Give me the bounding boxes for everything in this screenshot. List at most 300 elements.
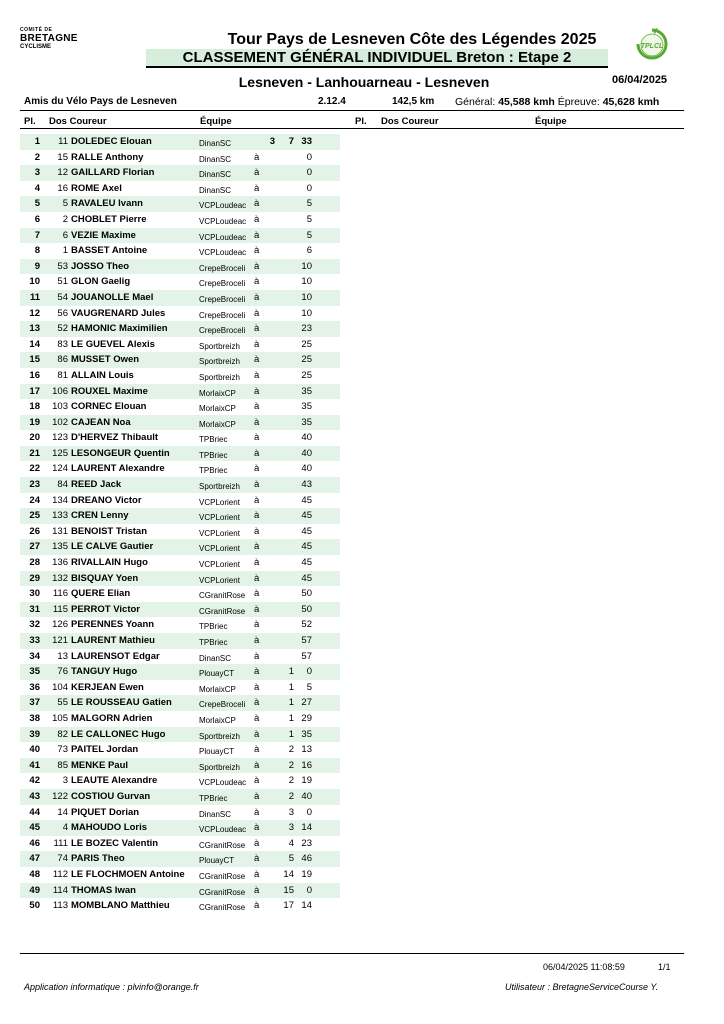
team-name: CrepeBroceli	[199, 326, 246, 336]
col-header-equipe: Équipe	[200, 116, 232, 127]
bib-number: 2	[62, 213, 68, 225]
placing: 20	[29, 432, 40, 444]
bib-number: 113	[52, 900, 68, 912]
bib-number: 116	[52, 588, 68, 600]
rider-name: PERENNES Yoann	[71, 619, 155, 631]
time-seconds: 25	[301, 369, 312, 381]
rider-name: LESONGEUR Quentin	[71, 447, 170, 459]
bib-number: 105	[52, 712, 68, 724]
time-prefix: à	[254, 744, 260, 756]
col-header-pl: Pl.	[24, 116, 36, 127]
team-name: Sportbreizh	[199, 341, 240, 351]
time-minutes: 4	[288, 837, 294, 849]
table-row	[20, 461, 340, 477]
placing: 38	[29, 712, 40, 724]
table-row	[20, 243, 340, 259]
time-prefix: à	[254, 307, 260, 319]
table-row	[20, 758, 340, 774]
rider-name: RAVALEU Ivann	[71, 198, 143, 210]
time-prefix: à	[254, 525, 260, 537]
bib-number: 115	[52, 603, 68, 615]
team-name: TPBriec	[199, 450, 228, 460]
race-logo-text: TPLCL	[640, 43, 664, 50]
team-name: VCPLoudeac	[199, 248, 247, 258]
time-seconds: 57	[301, 635, 312, 646]
rider-name: LE GUEVEL Alexis	[71, 338, 155, 350]
placing: 44	[29, 806, 40, 818]
team-name: DinanSC	[199, 154, 232, 164]
rider-name: THOMAS Iwan	[71, 884, 136, 896]
placing: 45	[29, 822, 40, 834]
table-row	[20, 539, 340, 555]
table-row	[20, 524, 340, 540]
time-prefix: à	[254, 213, 260, 225]
general-speed-label: Général:	[455, 96, 496, 108]
time-prefix: à	[254, 541, 260, 553]
rider-name: ROME Axel	[71, 182, 122, 194]
page-title: Tour Pays de Lesneven Côte des Légendes 2025	[227, 31, 597, 48]
logo-line-3: CYCLISME	[20, 44, 52, 50]
time-prefix: à	[254, 338, 260, 350]
bib-number: 103	[52, 401, 68, 413]
rider-name: TANGUY Hugo	[71, 666, 138, 678]
general-speed-value: 45,588 kmh	[498, 96, 555, 108]
time-seconds: 45	[301, 510, 312, 522]
time-prefix: à	[254, 463, 260, 475]
time-seconds: 19	[301, 775, 312, 787]
table-row	[20, 181, 340, 197]
placing: 15	[29, 354, 40, 366]
rider-name: LAURENT Alexandre	[71, 463, 165, 475]
placing: 1	[34, 136, 40, 147]
placing: 42	[29, 775, 40, 787]
team-name: TPBriec	[199, 622, 228, 632]
time-seconds: 13	[301, 744, 312, 756]
time-seconds: 16	[301, 759, 312, 771]
bib-number: 74	[57, 853, 68, 865]
placing: 30	[29, 588, 40, 600]
stage-speed-label: Épreuve:	[557, 96, 600, 108]
page-number: 1/1	[658, 962, 671, 972]
table-row	[20, 134, 340, 150]
time-prefix: à	[254, 837, 260, 849]
time-minutes: 5	[288, 853, 294, 865]
rider-name: MUSSET Owen	[71, 354, 140, 366]
team-name: CGranitRose	[199, 887, 246, 897]
stage-speed-value: 45,628 kmh	[602, 96, 660, 108]
time-prefix: à	[254, 401, 260, 413]
team-name: CrepeBroceli	[199, 310, 246, 320]
time-seconds: 50	[301, 603, 312, 615]
rider-name: LAURENSOT Edgar	[71, 650, 160, 662]
print-timestamp: 06/04/2025 11:08:59	[543, 962, 625, 972]
col-header-dos-coureur-2: Dos Coureur	[381, 116, 439, 127]
table-row	[20, 352, 340, 368]
rider-name: ROUXEL Maxime	[71, 385, 148, 397]
time-seconds: 10	[301, 276, 312, 288]
time-seconds: 5	[306, 198, 312, 210]
bib-number: 55	[57, 697, 68, 709]
bib-number: 124	[52, 463, 68, 475]
placing: 12	[29, 307, 40, 319]
table-row	[20, 602, 340, 618]
page-subtitle: CLASSEMENT GÉNÉRAL INDIVIDUEL Breton : Etape 2	[182, 49, 572, 66]
time-seconds: 10	[301, 307, 312, 319]
time-seconds: 35	[301, 385, 312, 397]
team-name: VCPLoudeac	[199, 232, 247, 242]
rider-name: ALLAIN Louis	[71, 369, 134, 381]
rider-name: PERROT Victor	[71, 603, 140, 615]
placing: 37	[29, 697, 40, 709]
team-name: CrepeBroceli	[199, 263, 246, 273]
placing: 36	[29, 681, 40, 693]
table-row	[20, 337, 340, 353]
time-minutes: 2	[288, 744, 294, 756]
bib-number: 11	[58, 136, 68, 147]
bib-number: 1	[62, 245, 68, 257]
placing: 32	[29, 619, 40, 631]
table-row	[20, 150, 340, 166]
rider-name: QUERE Elian	[71, 588, 131, 600]
rider-name: CREN Lenny	[71, 510, 129, 522]
bib-number: 3	[62, 775, 68, 787]
placing: 11	[29, 291, 40, 303]
time-prefix: à	[254, 697, 260, 709]
time-seconds: 0	[306, 806, 312, 818]
time-seconds: 25	[301, 354, 312, 366]
table-row	[20, 228, 340, 244]
table-row	[20, 633, 340, 649]
team-name: Sportbreizh	[199, 372, 240, 382]
bib-number: 83	[57, 338, 68, 350]
time-seconds: 23	[301, 837, 312, 849]
rider-name: JOSSO Theo	[71, 260, 130, 272]
time-seconds: 45	[301, 572, 312, 584]
time-prefix: à	[254, 557, 260, 569]
rider-name: MAHOUDO Loris	[71, 822, 147, 834]
rider-name: GAILLARD Florian	[71, 167, 155, 179]
table-row	[20, 649, 340, 665]
time-seconds: 0	[306, 884, 312, 896]
time-seconds: 14	[301, 900, 312, 912]
bib-number: 104	[52, 681, 68, 693]
table-row	[20, 259, 340, 275]
time-seconds: 0	[306, 666, 312, 678]
time-prefix: à	[254, 151, 260, 163]
rider-name: RALLE Anthony	[71, 151, 144, 163]
team-name: VCPLorient	[199, 497, 240, 507]
time-seconds: 19	[301, 868, 312, 880]
time-minutes: 2	[288, 790, 294, 802]
time-prefix: à	[254, 822, 260, 834]
placing: 17	[29, 385, 40, 397]
placing: 19	[29, 416, 40, 428]
time-prefix: à	[254, 619, 260, 631]
team-name: Sportbreizh	[199, 357, 240, 367]
placing: 39	[29, 728, 40, 740]
time-prefix: à	[254, 853, 260, 865]
placing: 27	[29, 541, 40, 553]
time-seconds: 50	[301, 588, 312, 600]
bib-number: 132	[52, 572, 68, 584]
table-row	[20, 789, 340, 805]
time-seconds: 52	[301, 619, 312, 631]
team-name: TPBriec	[199, 466, 228, 476]
team-name: MorlaixCP	[199, 404, 236, 414]
team-name: PlouayCT	[199, 747, 235, 757]
time-prefix: à	[254, 447, 260, 459]
rider-name: RIVALLAIN Hugo	[71, 557, 148, 569]
team-name: CGranitRose	[199, 606, 246, 616]
time-seconds: 25	[301, 338, 312, 350]
bib-number: 114	[52, 884, 68, 896]
table-row	[20, 773, 340, 789]
table-row	[20, 727, 340, 743]
time-prefix: à	[254, 182, 260, 194]
placing: 10	[29, 276, 40, 288]
time-prefix: à	[254, 276, 260, 288]
placing: 41	[29, 759, 40, 771]
table-row	[20, 664, 340, 680]
bib-number: 126	[52, 619, 68, 631]
team-name: VCPLorient	[199, 513, 240, 523]
team-name: DinanSC	[199, 809, 232, 819]
table-row	[20, 446, 340, 462]
time-seconds: 45	[301, 525, 312, 537]
header-divider-2	[20, 128, 684, 129]
bib-number: 86	[57, 354, 68, 366]
team-name: VCPLoudeac	[199, 201, 247, 211]
rider-name: DOLEDEC Elouan	[71, 136, 152, 147]
team-name: VCPLorient	[199, 575, 240, 585]
bib-number: 56	[57, 307, 68, 319]
bib-number: 121	[52, 635, 68, 646]
table-row	[20, 851, 340, 867]
team-name: DinanSC	[199, 139, 232, 148]
bib-number: 131	[52, 525, 68, 537]
placing: 31	[29, 603, 40, 615]
race-date: 06/04/2025	[612, 74, 668, 86]
time-seconds: 40	[301, 432, 312, 444]
table-row	[20, 212, 340, 228]
team-name: DinanSC	[199, 653, 232, 663]
rider-name: LE BOZEC Valentin	[71, 837, 159, 849]
placing: 6	[34, 213, 40, 225]
time-prefix: à	[254, 759, 260, 771]
team-name: CrepeBroceli	[199, 700, 246, 710]
time-prefix: à	[254, 245, 260, 257]
time-seconds: 6	[306, 245, 312, 257]
time-seconds: 5	[306, 213, 312, 225]
placing: 18	[29, 401, 40, 413]
placing: 26	[29, 525, 40, 537]
placing: 14	[29, 338, 40, 350]
time-seconds: 43	[301, 479, 312, 491]
rider-name: BENOIST Tristan	[71, 525, 148, 537]
time-minutes: 2	[288, 759, 294, 771]
time-prefix: à	[254, 432, 260, 444]
table-row	[20, 165, 340, 181]
rider-name: LE CALLONEC Hugo	[71, 728, 166, 740]
time-prefix: à	[254, 681, 260, 693]
bib-number: 112	[52, 868, 68, 880]
table-row	[20, 290, 340, 306]
time-prefix: à	[254, 900, 260, 912]
rider-name: HAMONIC Maximilien	[71, 323, 168, 335]
placing: 50	[29, 900, 40, 912]
bib-number: 125	[52, 447, 68, 459]
team-name: VCPLoudeac	[199, 825, 247, 835]
table-row	[20, 898, 340, 914]
results-table	[20, 134, 340, 914]
table-row	[20, 415, 340, 431]
time-prefix: à	[254, 354, 260, 366]
table-row	[20, 555, 340, 571]
title-row	[0, 31, 724, 49]
time-seconds: 45	[301, 494, 312, 506]
table-row	[20, 836, 340, 852]
time-minutes: 1	[288, 728, 294, 740]
rider-name: VEZIE Maxime	[71, 229, 136, 241]
bib-number: 4	[62, 822, 68, 834]
table-row	[20, 711, 340, 727]
time-prefix: à	[254, 494, 260, 506]
placing: 33	[29, 635, 40, 646]
bib-number: 111	[53, 837, 68, 849]
time-prefix: à	[254, 790, 260, 802]
rider-name: MENKE Paul	[71, 759, 129, 771]
placing: 35	[29, 666, 40, 678]
table-row	[20, 477, 340, 493]
bib-number: 122	[52, 790, 68, 802]
bib-number: 76	[57, 666, 68, 678]
team-name: TPBriec	[199, 793, 228, 803]
team-name: MorlaixCP	[199, 419, 236, 429]
rider-name: VAUGRENARD Jules	[71, 307, 166, 319]
team-name: DinanSC	[199, 170, 232, 180]
time-prefix: à	[254, 323, 260, 335]
rider-name: MALGORN Adrien	[71, 712, 153, 724]
placing: 13	[29, 323, 40, 335]
table-row	[20, 493, 340, 509]
rider-name: REED Jack	[71, 479, 122, 491]
placing: 5	[34, 198, 40, 210]
team-name: CrepeBroceli	[199, 279, 246, 289]
bib-number: 6	[62, 229, 68, 241]
average-speeds	[455, 96, 659, 108]
logo-line-1: COMITÉ DE	[20, 27, 53, 33]
placing: 24	[29, 494, 40, 506]
team-name: VCPLorient	[199, 560, 240, 570]
time-minutes: 1	[288, 712, 294, 724]
time-seconds: 14	[301, 822, 312, 834]
time-prefix: à	[254, 572, 260, 584]
bib-number: 16	[57, 182, 68, 194]
time-seconds: 40	[301, 790, 312, 802]
time-prefix: à	[254, 712, 260, 724]
race-route: Lesneven - Lanhouarneau - Lesneven	[238, 74, 490, 90]
time-prefix: à	[254, 603, 260, 615]
time-seconds: 45	[301, 557, 312, 569]
rider-name: PAITEL Jordan	[71, 744, 139, 756]
organizer: Amis du Vélo Pays de Lesneven	[24, 96, 177, 107]
time-seconds: 45	[301, 541, 312, 553]
bib-number: 102	[52, 416, 68, 428]
bib-number: 52	[57, 323, 68, 335]
time-seconds: 27	[301, 697, 312, 709]
rider-name: KERJEAN Ewen	[71, 681, 144, 693]
bib-number: 134	[52, 494, 68, 506]
rider-name: LAURENT Mathieu	[71, 635, 155, 646]
time-prefix: à	[254, 884, 260, 896]
placing: 8	[34, 245, 40, 257]
time-prefix: à	[254, 868, 260, 880]
placing: 2	[34, 151, 40, 163]
placing: 49	[29, 884, 40, 896]
header-divider	[20, 110, 684, 111]
team-name: VCPLorient	[199, 528, 240, 538]
time-seconds: 10	[301, 260, 312, 272]
bib-number: 12	[57, 167, 68, 179]
table-row	[20, 384, 340, 400]
placing: 40	[29, 744, 40, 756]
footer-divider	[20, 953, 684, 954]
time-prefix: à	[254, 198, 260, 210]
placing: 29	[29, 572, 40, 584]
col-header-equipe-2: Équipe	[535, 116, 567, 127]
time-prefix: à	[254, 416, 260, 428]
time-prefix: à	[254, 369, 260, 381]
rider-name: CHOBLET Pierre	[71, 213, 147, 225]
time-prefix: à	[254, 167, 260, 179]
table-row	[20, 321, 340, 337]
bib-number: 15	[57, 151, 68, 163]
table-row	[20, 742, 340, 758]
table-row	[20, 805, 340, 821]
table-row	[20, 430, 340, 446]
time-minutes: 3	[288, 806, 294, 818]
bib-number: 81	[57, 369, 68, 381]
bib-number: 53	[57, 260, 68, 272]
team-name: Sportbreizh	[199, 482, 240, 492]
team-name: PlouayCT	[199, 856, 235, 866]
rider-name: D'HERVEZ Thibault	[71, 432, 159, 444]
placing: 28	[29, 557, 40, 569]
table-row	[20, 306, 340, 322]
time-seconds: 35	[301, 728, 312, 740]
team-name: CGranitRose	[199, 903, 246, 913]
table-row	[20, 274, 340, 290]
table-row	[20, 867, 340, 883]
placing: 22	[29, 463, 40, 475]
team-name: TPBriec	[199, 435, 228, 445]
table-row	[20, 586, 340, 602]
bib-number: 136	[52, 557, 68, 569]
time-prefix: à	[254, 229, 260, 241]
time-hours: 3	[269, 136, 275, 147]
time-prefix: à	[254, 806, 260, 818]
placing: 9	[34, 260, 40, 272]
placing: 21	[29, 447, 40, 459]
time-minutes: 15	[283, 884, 294, 896]
time-seconds: 40	[301, 463, 312, 475]
rider-name: JOUANOLLE Mael	[71, 291, 154, 303]
team-name: CGranitRose	[199, 591, 246, 601]
rider-name: CAJEAN Noa	[71, 416, 131, 428]
team-name: Sportbreizh	[199, 762, 240, 772]
placing: 25	[29, 510, 40, 522]
table-row	[20, 196, 340, 212]
